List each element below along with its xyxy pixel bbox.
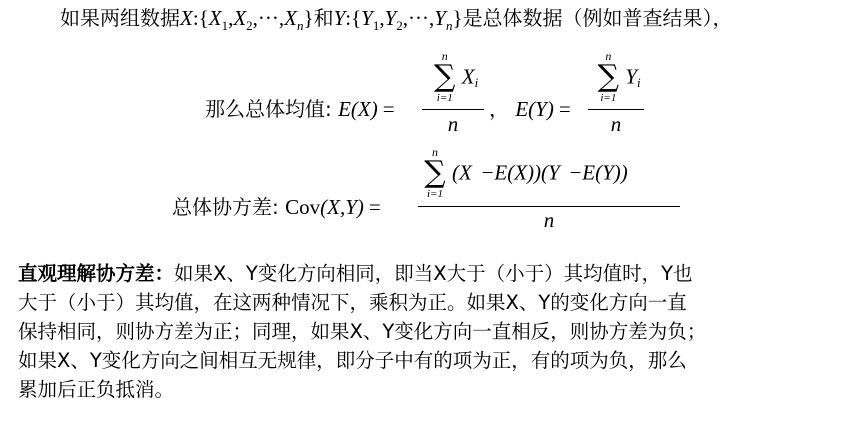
paragraph-line-3: 保持相同，则协方差为正；同理，如果X、Y变化方向一直相反，则协方差为负； bbox=[18, 320, 707, 343]
x-set-name: X bbox=[180, 6, 193, 30]
x-element-2: X bbox=[233, 6, 247, 30]
paragraph-line-5: 累加后正负抵消。 bbox=[18, 378, 175, 401]
cov-denominator: n bbox=[543, 208, 555, 232]
ex-lhs: E(X) bbox=[338, 97, 378, 121]
y-element-1: Y bbox=[361, 6, 373, 30]
cov-fraction bbox=[418, 146, 680, 230]
y-sub-n: n bbox=[445, 18, 453, 33]
x-sub-n: n bbox=[296, 18, 304, 33]
cov-label-line: 总体协方差: Cov(X,Y) = bbox=[172, 195, 381, 219]
cov-sum-sigma: n ∑ i=1 bbox=[418, 146, 452, 200]
ex-sum-sigma: n ∑ i=1 bbox=[428, 50, 462, 104]
ey-fraction-bar bbox=[588, 109, 644, 110]
cov-label: 总体协方差: bbox=[172, 195, 279, 219]
paragraph-heading: 直观理解协方差： bbox=[18, 262, 175, 285]
ex-num-var: X bbox=[461, 64, 475, 89]
intro-line: 如果两组数据$X:\{X_1,X_2,\cdot\cdot\cdot,X_n\}$和$Y:\{Y_1,Y_2,\cdot\cdot\cdot,Y_n\}$是总体数据（例如普查结果）， bbox=[60, 6, 733, 33]
paragraph-line-1 bbox=[18, 259, 846, 288]
mean-separator-line: ， E(Y) = bbox=[489, 97, 571, 121]
x-element-n: X bbox=[284, 6, 297, 30]
cov-sum-top: n bbox=[432, 145, 438, 159]
y-element-n: Y bbox=[434, 6, 446, 30]
ex-sum-bottom: i=1 bbox=[436, 92, 453, 104]
x-sub-2: 2 bbox=[246, 18, 253, 33]
cov-sum-bottom: i=1 bbox=[427, 188, 443, 200]
y-sub-2: 2 bbox=[396, 18, 403, 33]
ex-fraction-bar bbox=[422, 109, 484, 110]
paragraph-line-2: 大于（小于）其均值，在这两种情况下，乘积为正。如果X、Y的变化方向一直 bbox=[18, 291, 687, 314]
cov-fraction-bar bbox=[418, 206, 680, 207]
and-word: 和 bbox=[313, 6, 334, 30]
ey-fraction bbox=[588, 50, 644, 134]
y-sub-1: 1 bbox=[372, 18, 380, 33]
ex-sum-top: n bbox=[441, 49, 448, 63]
mean-label-line: 那么总体均值: E(X) = bbox=[205, 97, 395, 121]
paragraph-text-1: 如果X、Y变化方向相同，即当X大于（小于）其均值时，Y也 bbox=[174, 262, 693, 285]
ey-denominator: n bbox=[610, 112, 622, 136]
ey-num-var: Y bbox=[625, 64, 638, 89]
ey-num-sub: i bbox=[637, 74, 641, 90]
x-sub-1: 1 bbox=[221, 18, 229, 33]
ey-sum-bottom: i=1 bbox=[600, 92, 617, 104]
paragraph-line-4: 如果X、Y变化方向之间相互无规律，即分子中有的项为正，有的项为负，那么 bbox=[18, 349, 687, 372]
ex-fraction bbox=[422, 50, 484, 134]
x-ellipsis: ··· bbox=[257, 6, 279, 30]
ex-denominator: n bbox=[447, 112, 459, 136]
y-element-2: Y bbox=[384, 6, 397, 30]
ey-sum-top: n bbox=[605, 49, 612, 63]
y-set-name: Y bbox=[333, 6, 346, 30]
y-ellipsis: ··· bbox=[408, 6, 430, 30]
ex-num-sub: i bbox=[474, 74, 479, 90]
cov-fn: Cov bbox=[285, 195, 321, 219]
explanation-paragraph bbox=[18, 259, 846, 404]
intro-suffix: 是总体数据（例如普查结果）， bbox=[462, 6, 733, 30]
mean-label: 那么总体均值: bbox=[205, 97, 332, 121]
x-element-1: X bbox=[208, 6, 222, 30]
ey-sum-sigma: n ∑ i=1 bbox=[591, 50, 625, 104]
intro-prefix: 如果两组数据 bbox=[60, 6, 180, 30]
cov-numerator: (X −E(X))(Y −E(Y)) bbox=[452, 160, 628, 185]
cov-args: (X,Y) bbox=[320, 195, 364, 219]
ey-lhs: E(Y) bbox=[515, 97, 554, 121]
mean-separator: ， bbox=[489, 97, 509, 121]
